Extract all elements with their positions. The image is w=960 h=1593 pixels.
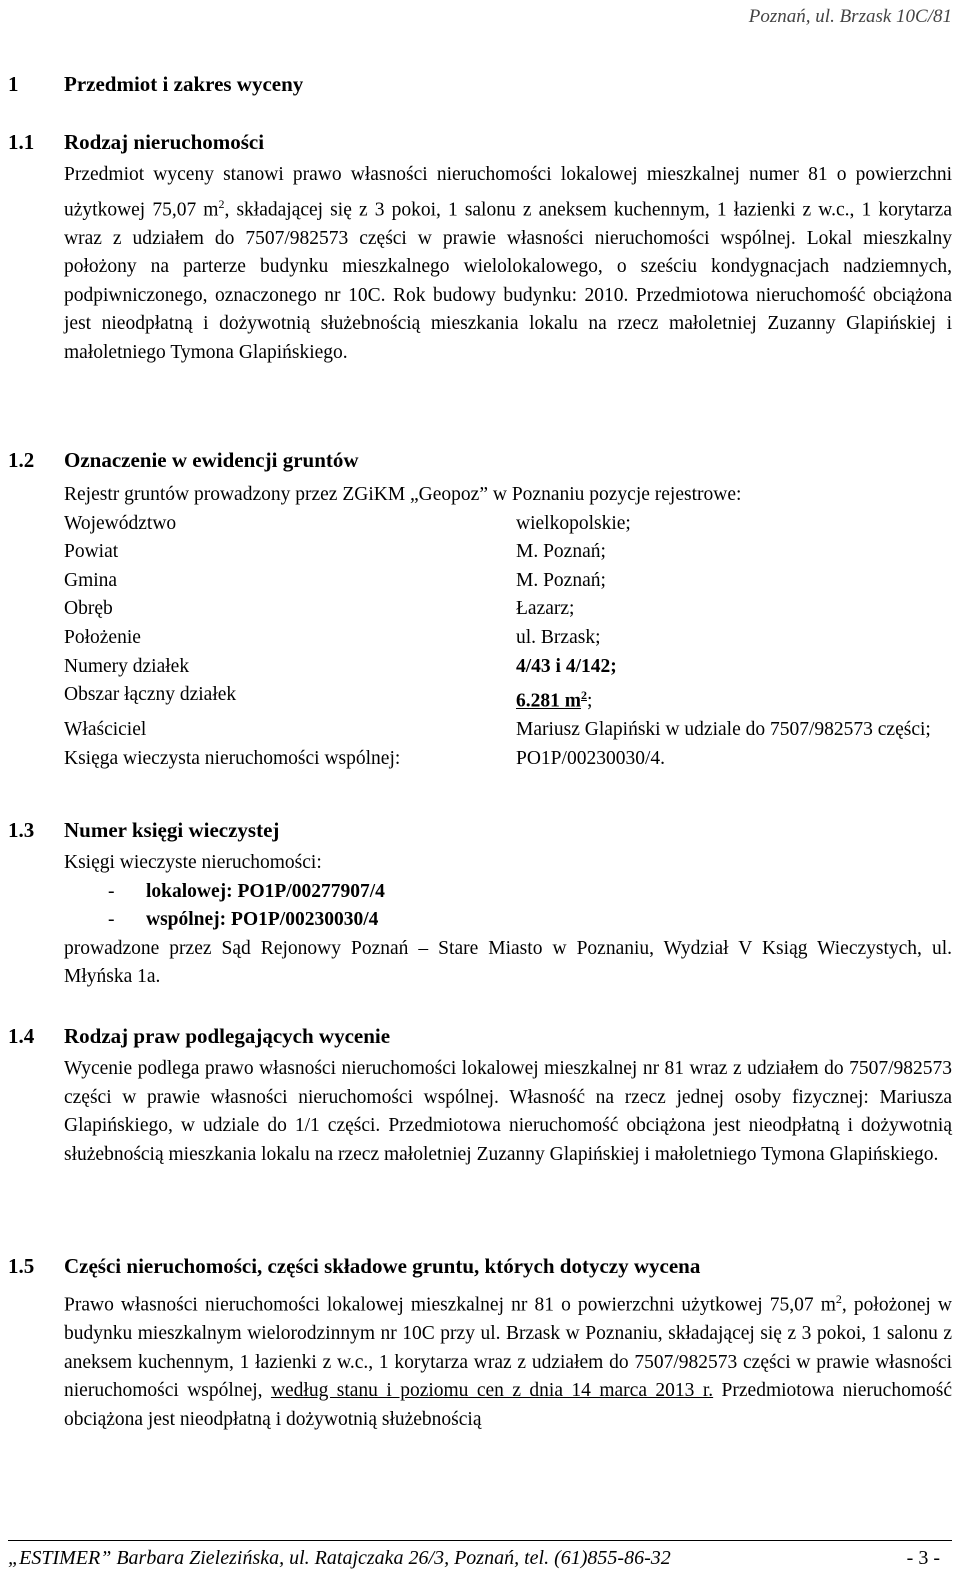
register-row: Obręb Łazarz;	[64, 598, 575, 620]
superscript: 2	[218, 196, 225, 211]
section-1-4-body: Wycenie podlega prawo własności nieruchomości lokalowej mieszkalnej nr 81 wraz z udziałem do 7507/982573 części w prawie własności nieruchomości wspólnej. Własność na rzecz jednej osoby fizycznej: Mariusza Glapińskiego, w udziale do 1/1 części. Przedmiotowa nieruchomość obciążona jest nieodpłatną i dożywotnią służebnością mieszkania lokalu na rzecz małoletniej Zuzanny Glapińskiej i małoletniego Tymona Glapińskiego.	[64, 1058, 952, 1165]
section-title-text: Części nieruchomości, części składowe gruntu, których dotyczy wycena	[64, 1254, 701, 1278]
section-number: 1	[8, 72, 19, 96]
area-value: 6.281 m	[516, 690, 581, 712]
superscript: 2	[835, 1292, 842, 1306]
page-footer	[8, 1547, 952, 1570]
area-end: ;	[587, 690, 593, 712]
section-1-3-intro: Księgi wieczyste nieruchomości:	[64, 852, 322, 873]
superscript: 2	[581, 688, 587, 703]
section-number: 1.3	[8, 818, 35, 842]
section-1-4	[8, 1024, 952, 1169]
paragraph-text: Przedmiot wyceny stanowi prawo własności nieruchomości lokalowej mieszkalnej numer 81 o powierzchni użytkowej 75,07 m	[64, 164, 952, 221]
register-row: Powiat M. Poznań;	[64, 541, 606, 563]
register-row: Województwo wielkopolskie;	[64, 512, 631, 534]
section-number: 1.2	[8, 448, 35, 472]
register-row-parcels: Numery działek 4/43 i 4/142;	[64, 655, 617, 677]
section-1-5-body: Prawo własności nieruchomości lokalowej mieszkalnej nr 81 o powierzchni użytkowej 75,07 $m^2$, położonej w budynku mieszkalnym wielorodzinnym nr 10C przy ul. Brzask w Poznaniu, składającej się z 3 pokoi, 1 salonu z aneksem kuchennym, 1 łazienki z w.c., 1 korytarza wraz z udziałem do 7507/982573 części w prawie własności nieruchomości wspólnej, według stanu i poziomu cen z dnia 14 marca 2013 r. Przedmiotowa nieruchomość obciążona jest nieodpłatną i dożywotnią służebnością	[64, 1292, 952, 1430]
register-row-owner: Właściciel Mariusz Glapiński w udziale do 7507/982573 części;	[64, 719, 931, 741]
list-item: - lokalowej: PO1P/00277907/4	[108, 880, 385, 902]
register-row: Gmina M. Poznań;	[64, 569, 606, 591]
land-register-table	[64, 481, 952, 773]
section-title-text: Oznaczenie w ewidencji gruntów	[64, 448, 359, 472]
section-1-3-outro: prowadzone przez Sąd Rejonowy Poznań – Stare Miasto w Poznaniu, Wydział V Ksiąg Wieczystych, ul. Młyńska 1a.	[64, 937, 952, 988]
footer-divider	[8, 1540, 952, 1541]
valuation-date: według stanu i poziomu cen z dnia 14 marca 2013 r.	[270, 1380, 714, 1402]
section-1-2	[8, 448, 952, 773]
register-row: Położenie ul. Brzask;	[64, 626, 601, 648]
register-row-kw: Księga wieczysta nieruchomości wspólnej: PO1P/00230030/4.	[64, 747, 665, 769]
section-1-1-title	[8, 130, 952, 155]
section-1-3	[8, 818, 952, 992]
section-number: 1.5	[8, 1254, 35, 1278]
section-heading	[8, 72, 303, 97]
section-1-3-title	[8, 818, 952, 843]
section-number: 1.4	[8, 1024, 35, 1048]
register-row-area: Obszar łączny działek 6.281 $m^2$;	[64, 684, 593, 712]
paragraph-text: , składającej się z 3 pokoi, 1 salonu z aneksem kuchennym, 1 łazienki z w.c., 1 korytarza wraz z udziałem do 7507/982573 części w prawie własności nieruchomości wspólnej. Lokal mieszkalny położony na parterze budynku mieszkalnego wielolokalowego, o sześciu kondygnacjach nadziemnych, podpiwniczonego, oznaczonego nr 10C. Rok budowy budynku: 2010. Przedmiotowa nieruchomość obciążona jest nieodpłatną i dożywotnią służebnością mieszkania lokalu na rzecz małoletniej Zuzanny Glapińskiej i małoletniego Tymona Glapińskiego.	[64, 199, 952, 364]
section-title: Przedmiot i zakres wyceny	[64, 72, 304, 96]
section-title-text: Rodzaj nieruchomości	[64, 130, 265, 154]
section-1-2-title	[8, 448, 952, 473]
section-1-1-body	[64, 161, 952, 368]
section-1-5	[8, 1254, 952, 1434]
footer-text: „ESTIMER” Barbara Zielezińska, ul. Ratajczaka 26/3, Poznań, tel. (61)855-86-32	[8, 1547, 671, 1569]
register-intro: Rejestr gruntów prowadzony przez ZGiKM „Geopoz” w Poznaniu pozycje rejestrowe:	[64, 484, 742, 505]
land-register-list	[108, 878, 952, 935]
list-item: - wspólnej: PO1P/00230030/4	[108, 909, 379, 931]
section-1-4-title	[8, 1024, 952, 1049]
page-number: - 3 -	[906, 1547, 940, 1569]
section-1-1	[8, 130, 952, 368]
section-title-text: Numer księgi wieczystej	[64, 818, 280, 842]
section-1-5-title	[8, 1254, 952, 1279]
section-number: 1.1	[8, 130, 35, 154]
section-title-text: Rodzaj praw podlegających wycenie	[64, 1024, 391, 1048]
page-header: Poznań, ul. Brzask 10C/81	[748, 6, 952, 27]
